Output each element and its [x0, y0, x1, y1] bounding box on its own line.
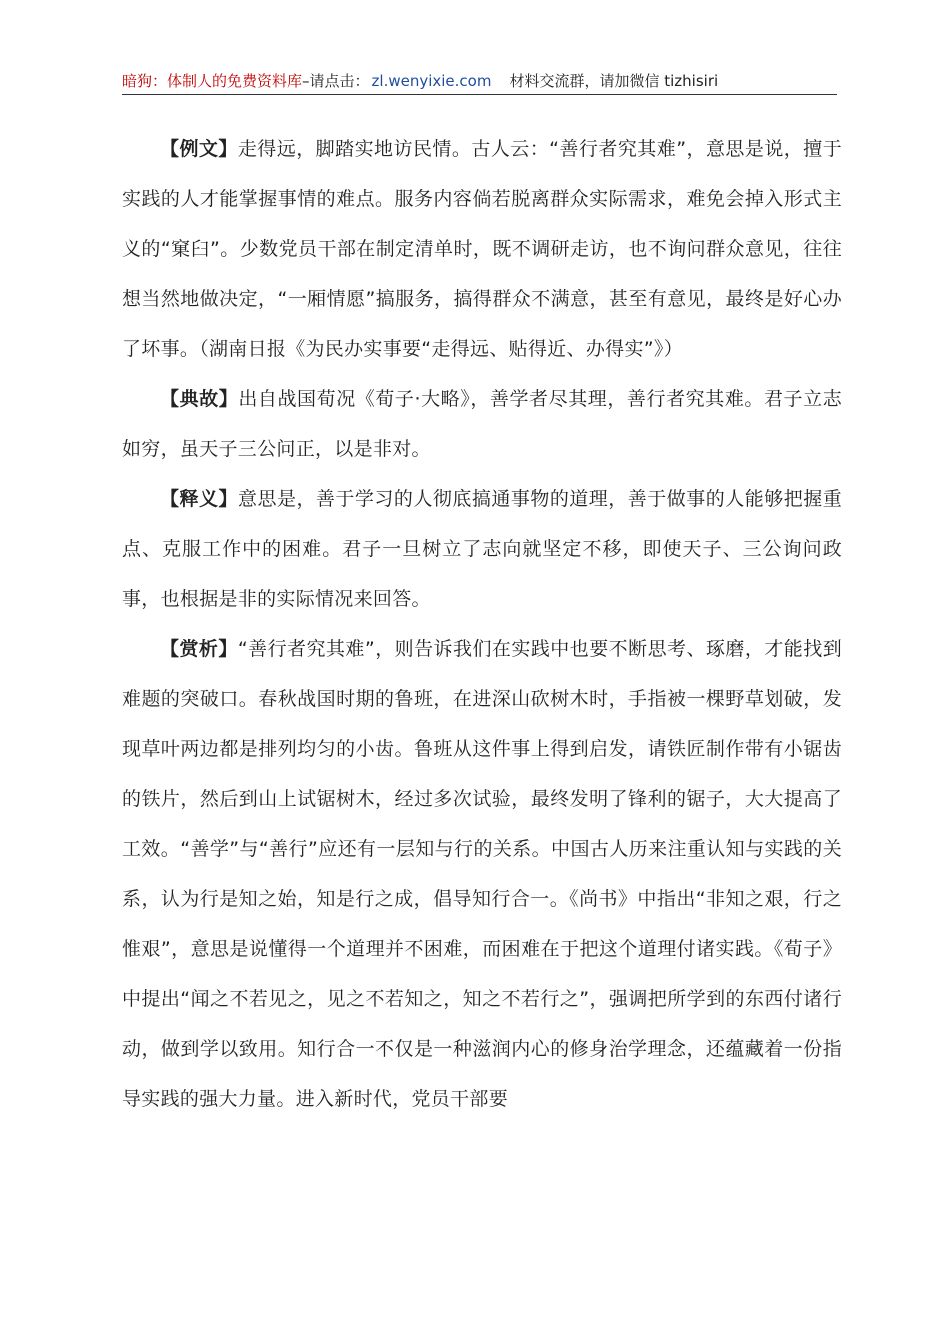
section-text: 走得远，脚踏实地访民情。古人云：“善行者究其难”，意思是说，擅于实践的人才能掌握事情的难点。服务内容倘若脱离群众实际需求，难免会掉入形式主义的“窠臼”。少数党员干部在制定清单时，既不调研走访，也不询问群众意见，往往想当然地做决定，“一厢情愿”搞服务，搞得群众不满意，甚至有意见，最终是好心办了坏事。（湖南日报《为民办实事要“走得远、贴得近、办得实”》）	[122, 138, 843, 360]
contact-info: 材料交流群，请加微信 tizhisiri	[509, 72, 719, 90]
paragraph-example	[122, 124, 842, 374]
site-brand: 暗狗：体制人的免费资料库	[122, 72, 303, 90]
article-body	[122, 124, 842, 1124]
site-link[interactable]: zl.wenyixie.com	[371, 72, 492, 90]
page-header	[122, 70, 837, 95]
section-text: 意思是，善于学习的人彻底搞通事物的道理，善于做事的人能够把握重点、克服工作中的困难。君子一旦树立了志向就坚定不移，即使天子、三公询问政事，也根据是非的实际情况来回答。	[122, 488, 842, 610]
paragraph-interpretation	[122, 474, 842, 624]
section-text: “善行者究其难”，则告诉我们在实践中也要不断思考、琢磨，才能找到难题的突破口。春秋战国时期的鲁班，在进深山砍树木时，手指被一棵野草划破，发现草叶两边都是排列均匀的小齿。鲁班从这件事上得到启发，请铁匠制作带有小锯齿的铁片，然后到山上试锯树木，经过多次试验，最终发明了锋利的锯子，大大提高了工效。“善学”与“善行”应还有一层知与行的关系。中国古人历来注重认知与实践的关系，认为行是知之始，知是行之成，倡导知行合一。《尚书》中指出“非知之艰，行之惟艰”，意思是说懂得一个道理并不困难，而困难在于把这个道理付诸实践。《荀子》中提出“闻之不若见之，见之不若知之，知之不若行之”，强调把所学到的东西付诸行动，做到学以致用。知行合一不仅是一种滋润内心的修身治学理念，还蕴藏着一份指导实践的强大力量。进入新时代，党员干部要	[122, 638, 843, 1110]
section-tag: 【典故】	[160, 388, 239, 410]
section-tag: 【例文】	[160, 138, 238, 160]
section-tag: 【赏析】	[160, 638, 238, 660]
click-prompt: –请点击：	[302, 72, 370, 90]
section-tag: 【释义】	[160, 488, 238, 510]
paragraph-allusion	[122, 374, 842, 474]
paragraph-appreciation	[122, 624, 842, 1124]
section-text: 出自战国荀况《荀子·大略》，善学者尽其理，善行者究其难。君子立志如穷，虽天子三公问正，以是非对。	[122, 388, 842, 460]
